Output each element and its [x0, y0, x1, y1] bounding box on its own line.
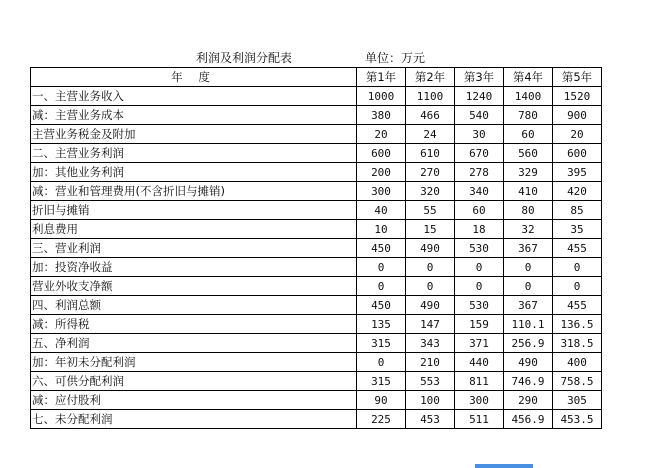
cell-value: 400 — [553, 353, 602, 372]
cell-value: 1100 — [406, 87, 455, 106]
cell-value: 320 — [406, 182, 455, 201]
cell-value: 0 — [455, 258, 504, 277]
cell-value: 18 — [455, 220, 504, 239]
table-row — [31, 144, 602, 163]
cell-value: 0 — [553, 277, 602, 296]
cell-value: 0 — [406, 258, 455, 277]
table-row — [31, 372, 602, 391]
cell-value: 450 — [357, 296, 406, 315]
blue-button-edge[interactable] — [475, 464, 533, 468]
cell-value: 511 — [455, 410, 504, 429]
cell-value: 20 — [357, 125, 406, 144]
cell-value: 746.9 — [504, 372, 553, 391]
year-header: 第1年 — [357, 68, 406, 87]
cell-value: 600 — [357, 144, 406, 163]
cell-value: 315 — [357, 372, 406, 391]
cell-value: 453.5 — [553, 410, 602, 429]
cell-value: 440 — [455, 353, 504, 372]
cell-value: 455 — [553, 296, 602, 315]
row-label: 减：主营业务成本 — [31, 106, 357, 125]
table-row — [31, 296, 602, 315]
cell-value: 60 — [455, 201, 504, 220]
cell-value: 900 — [553, 106, 602, 125]
cell-value: 200 — [357, 163, 406, 182]
cell-value: 610 — [406, 144, 455, 163]
cell-value: 80 — [504, 201, 553, 220]
row-label: 利息费用 — [31, 220, 357, 239]
cell-value: 147 — [406, 315, 455, 334]
year-header: 第4年 — [504, 68, 553, 87]
cell-value: 0 — [357, 258, 406, 277]
cell-value: 0 — [553, 258, 602, 277]
cell-value: 490 — [504, 353, 553, 372]
cell-value: 305 — [553, 391, 602, 410]
cell-value: 420 — [553, 182, 602, 201]
cell-value: 0 — [406, 277, 455, 296]
year-header: 第3年 — [455, 68, 504, 87]
cell-value: 110.1 — [504, 315, 553, 334]
cell-value: 40 — [357, 201, 406, 220]
cell-value: 35 — [553, 220, 602, 239]
cell-value: 758.5 — [553, 372, 602, 391]
cell-value: 560 — [504, 144, 553, 163]
unit-label: 单位：万元 — [365, 51, 426, 65]
table-row — [31, 87, 602, 106]
cell-value: 30 — [455, 125, 504, 144]
cell-value: 1240 — [455, 87, 504, 106]
table-row — [31, 239, 602, 258]
row-label: 四、利润总额 — [31, 296, 357, 315]
cell-value: 530 — [455, 296, 504, 315]
cell-value: 1400 — [504, 87, 553, 106]
cell-value: 367 — [504, 296, 553, 315]
cell-value: 343 — [406, 334, 455, 353]
table-row — [31, 201, 602, 220]
cell-value: 371 — [455, 334, 504, 353]
row-label: 六、可供分配利润 — [31, 372, 357, 391]
row-label: 一、主营业务收入 — [31, 87, 357, 106]
cell-value: 410 — [504, 182, 553, 201]
cell-value: 455 — [553, 239, 602, 258]
table-row — [31, 125, 602, 144]
table-row — [31, 106, 602, 125]
cell-value: 0 — [504, 277, 553, 296]
cell-value: 210 — [406, 353, 455, 372]
cell-value: 0 — [504, 258, 553, 277]
table-row — [31, 258, 602, 277]
cell-value: 24 — [406, 125, 455, 144]
cell-value: 1000 — [357, 87, 406, 106]
cell-value: 60 — [504, 125, 553, 144]
table-row — [31, 220, 602, 239]
cell-value: 490 — [406, 239, 455, 258]
cell-value: 1520 — [553, 87, 602, 106]
cell-value: 55 — [406, 201, 455, 220]
row-label: 减：营业和管理费用(不含折旧与摊销) — [31, 182, 357, 201]
table-row — [31, 277, 602, 296]
row-label: 加：其他业务利润 — [31, 163, 357, 182]
cell-value: 15 — [406, 220, 455, 239]
row-label: 三、营业利润 — [31, 239, 357, 258]
cell-value: 553 — [406, 372, 455, 391]
table-row — [31, 410, 602, 429]
table-row — [31, 334, 602, 353]
cell-value: 450 — [357, 239, 406, 258]
cell-value: 0 — [357, 353, 406, 372]
cell-value: 0 — [357, 277, 406, 296]
cell-value: 0 — [455, 277, 504, 296]
cell-value: 300 — [455, 391, 504, 410]
profit-distribution-table — [30, 67, 602, 429]
cell-value: 490 — [406, 296, 455, 315]
cell-value: 670 — [455, 144, 504, 163]
row-label: 折旧与摊销 — [31, 201, 357, 220]
cell-value: 453 — [406, 410, 455, 429]
row-label: 主营业务税金及附加 — [31, 125, 357, 144]
year-header: 第5年 — [553, 68, 602, 87]
cell-value: 135 — [357, 315, 406, 334]
table-title: 利润及利润分配表 — [196, 51, 293, 65]
cell-value: 32 — [504, 220, 553, 239]
cell-value: 456.9 — [504, 410, 553, 429]
row-label: 加：投资净收益 — [31, 258, 357, 277]
cell-value: 600 — [553, 144, 602, 163]
table-header-row — [31, 68, 602, 87]
cell-value: 367 — [504, 239, 553, 258]
year-header: 第2年 — [406, 68, 455, 87]
table-row — [31, 315, 602, 334]
cell-value: 340 — [455, 182, 504, 201]
cell-value: 290 — [504, 391, 553, 410]
row-label: 减：所得税 — [31, 315, 357, 334]
cell-value: 318.5 — [553, 334, 602, 353]
cell-value: 270 — [406, 163, 455, 182]
cell-value: 10 — [357, 220, 406, 239]
cell-value: 300 — [357, 182, 406, 201]
table-row — [31, 163, 602, 182]
table-row — [31, 391, 602, 410]
cell-value: 20 — [553, 125, 602, 144]
row-label: 二、主营业务利润 — [31, 144, 357, 163]
cell-value: 278 — [455, 163, 504, 182]
row-label: 五、净利润 — [31, 334, 357, 353]
cell-value: 540 — [455, 106, 504, 125]
cell-value: 329 — [504, 163, 553, 182]
cell-value: 100 — [406, 391, 455, 410]
row-label: 营业外收支净额 — [31, 277, 357, 296]
cell-value: 380 — [357, 106, 406, 125]
cell-value: 395 — [553, 163, 602, 182]
cell-value: 159 — [455, 315, 504, 334]
table-row — [31, 353, 602, 372]
cell-value: 811 — [455, 372, 504, 391]
cell-value: 136.5 — [553, 315, 602, 334]
cell-value: 85 — [553, 201, 602, 220]
item-column-header: 年 度 — [31, 68, 357, 87]
cell-value: 530 — [455, 239, 504, 258]
row-label: 七、未分配利润 — [31, 410, 357, 429]
cell-value: 256.9 — [504, 334, 553, 353]
cell-value: 780 — [504, 106, 553, 125]
cell-value: 225 — [357, 410, 406, 429]
row-label: 加：年初未分配利润 — [31, 353, 357, 372]
cell-value: 315 — [357, 334, 406, 353]
row-label: 减：应付股利 — [31, 391, 357, 410]
table-row — [31, 182, 602, 201]
cell-value: 466 — [406, 106, 455, 125]
cell-value: 90 — [357, 391, 406, 410]
